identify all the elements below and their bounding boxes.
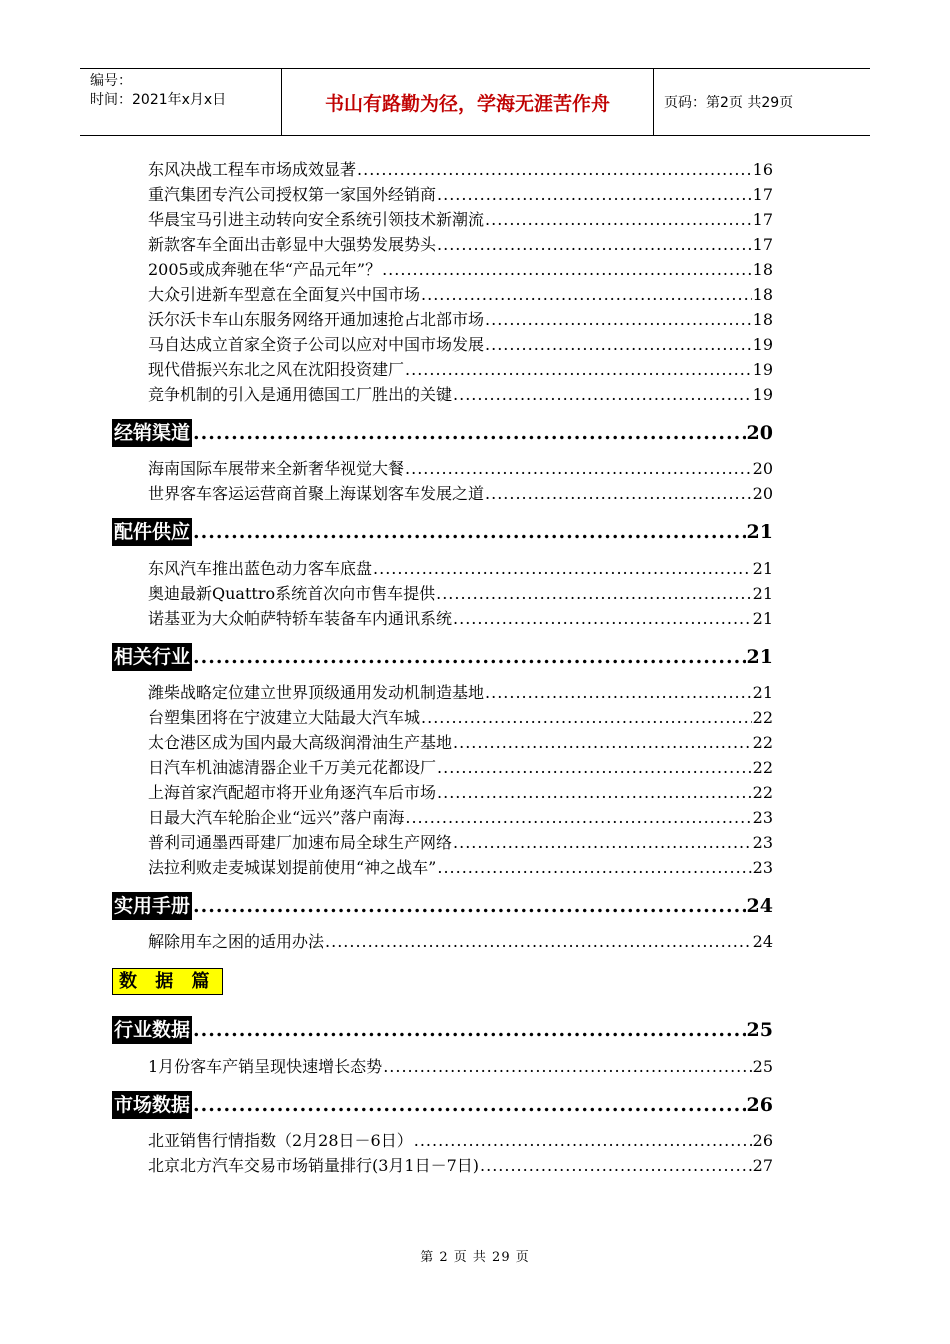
section-page: 25 [746, 1019, 773, 1041]
dot-leader [405, 358, 752, 382]
toc-entry[interactable] [148, 856, 773, 880]
toc-entry-page: 22 [752, 758, 773, 777]
toc-entry-page: 21 [752, 559, 773, 578]
toc-entry[interactable] [148, 781, 773, 805]
toc-entry-title: 重汽集团专汽公司授权第一家国外经销商 [148, 185, 437, 204]
toc-entry-title: 日最大汽车轮胎企业“远兴”落户南海 [148, 808, 405, 827]
dot-leader [383, 1055, 751, 1079]
dot-leader [437, 781, 752, 805]
toc-entry-page: 19 [752, 385, 773, 404]
toc-entry-title: 2005或成奔驰在华“产品元年”？ [148, 260, 382, 279]
toc-entry[interactable] [148, 607, 773, 631]
toc-entry-title: 解除用车之困的适用办法 [148, 932, 325, 951]
part-heading-badge: 数 据 篇 [112, 968, 223, 995]
section-page: 26 [746, 1094, 773, 1116]
toc-entry[interactable] [148, 333, 773, 357]
header-page-label: 页码：第2页 共29页 [664, 95, 794, 111]
toc-entry[interactable] [148, 1154, 773, 1178]
dot-leader [437, 233, 752, 257]
toc-entry-page: 22 [752, 733, 773, 752]
header-time-label: 时间：2021年x月x日 [90, 92, 227, 108]
toc-entry-page: 22 [752, 783, 773, 802]
toc-entry-title: 上海首家汽配超市将开业角逐汽车后市场 [148, 783, 437, 802]
toc-section-heading[interactable] [112, 892, 773, 920]
toc-entry-page: 18 [752, 260, 773, 279]
toc-entry-title: 马自达成立首家全资子公司以应对中国市场发展 [148, 335, 485, 354]
dot-leader [382, 258, 752, 282]
toc-entry-page: 24 [752, 932, 773, 951]
dot-leader [437, 183, 752, 207]
toc-entry-title: 华晨宝马引进主动转向安全系统引领技术新潮流 [148, 210, 485, 229]
toc-entry-page: 23 [752, 808, 773, 827]
toc-entry[interactable] [148, 1129, 773, 1153]
section-title: 行业数据 [112, 1016, 192, 1044]
toc-entry-page: 23 [752, 858, 773, 877]
dot-leader [453, 607, 752, 631]
dot-leader [436, 582, 752, 606]
toc-entry-title: 北亚销售行情指数（2月28日－6日） [148, 1131, 413, 1150]
section-title: 实用手册 [112, 892, 192, 920]
dot-leader [485, 208, 752, 232]
toc-entry-page: 20 [752, 484, 773, 503]
dot-leader [193, 892, 746, 920]
section-title: 配件供应 [112, 518, 192, 546]
dot-leader [485, 482, 752, 506]
header-motto: 书山有路勤为径，学海无涯苦作舟 [282, 69, 654, 135]
dot-leader [421, 706, 752, 730]
toc-entry-page: 20 [752, 459, 773, 478]
toc-entry-page: 19 [752, 335, 773, 354]
header-number-label: 编号： [90, 73, 132, 89]
toc-entry[interactable] [148, 831, 773, 855]
toc-entry[interactable] [148, 183, 773, 207]
toc-entry[interactable] [148, 1055, 773, 1079]
dot-leader [453, 731, 752, 755]
toc-entry-page: 27 [752, 1156, 773, 1175]
toc-entry[interactable] [148, 930, 773, 954]
toc-entry[interactable] [148, 582, 773, 606]
toc-entry-page: 22 [752, 708, 773, 727]
toc-entry-page: 17 [752, 210, 773, 229]
toc-entry[interactable] [148, 358, 773, 382]
page-header [80, 68, 870, 136]
toc-entry-title: 北京北方汽车交易市场销量排行(3月1日－7日) [148, 1156, 480, 1175]
toc-entry[interactable] [148, 283, 773, 307]
toc-entry-title: 1月份客车产销呈现快速增长态势 [148, 1057, 383, 1076]
toc-entry-title: 奥迪最新Quattro系统首次向市售车提供 [148, 584, 436, 603]
section-page: 21 [746, 646, 773, 668]
dot-leader [405, 457, 752, 481]
toc-entry[interactable] [148, 706, 773, 730]
dot-leader [373, 557, 752, 581]
toc-entry-title: 大众引进新车型意在全面复兴中国市场 [148, 285, 421, 304]
dot-leader [193, 643, 746, 671]
page-footer: 第 2 页 共 29 页 [420, 1250, 530, 1265]
dot-leader [193, 1091, 746, 1119]
section-page: 20 [746, 422, 773, 444]
toc-entry[interactable] [148, 731, 773, 755]
toc-section-heading[interactable] [112, 1016, 773, 1044]
toc-entry-page: 21 [752, 609, 773, 628]
dot-leader [453, 831, 752, 855]
toc-entry-title: 竞争机制的引入是通用德国工厂胜出的关键 [148, 385, 453, 404]
toc-entry-title: 世界客车客运运营商首聚上海谋划客车发展之道 [148, 484, 485, 503]
toc-entry-page: 21 [752, 683, 773, 702]
toc-entry-page: 19 [752, 360, 773, 379]
toc-entry[interactable] [148, 233, 773, 257]
dot-leader [414, 1129, 752, 1153]
toc-entry-page: 17 [752, 235, 773, 254]
toc-entry-title: 普利司通墨西哥建厂加速布局全球生产网络 [148, 833, 453, 852]
toc-entry[interactable] [148, 383, 773, 407]
toc-entry-title: 现代借振兴东北之风在沈阳投资建厂 [148, 360, 405, 379]
toc-section-heading[interactable] [112, 518, 773, 546]
toc-entry-title: 东风汽车推出蓝色动力客车底盘 [148, 559, 373, 578]
section-title: 市场数据 [112, 1091, 192, 1119]
dot-leader [405, 806, 751, 830]
dot-leader [193, 1016, 746, 1044]
toc-entry[interactable] [148, 557, 773, 581]
toc-entry-title: 诺基亚为大众帕萨特轿车装备车内通讯系统 [148, 609, 453, 628]
toc-entry-title: 日汽车机油滤清器企业千万美元花都设厂 [148, 758, 437, 777]
toc-entry-page: 17 [752, 185, 773, 204]
toc-entry-title: 法拉利败走麦城谋划提前使用“神之战车” [148, 858, 437, 877]
section-title: 相关行业 [112, 643, 192, 671]
toc-entry[interactable] [148, 158, 773, 182]
toc-entry-page: 26 [752, 1131, 773, 1150]
toc-entry-title: 台塑集团将在宁波建立大陆最大汽车城 [148, 708, 421, 727]
toc-entry[interactable] [148, 457, 773, 481]
toc-entry-title: 沃尔沃卡车山东服务网络开通加速抢占北部市场 [148, 310, 485, 329]
toc-entry-title: 东风决战工程车市场成效显著 [148, 160, 357, 179]
section-page: 21 [746, 521, 773, 543]
toc-entry-page: 18 [752, 285, 773, 304]
toc-entry-title: 太仓港区成为国内最大高级润滑油生产基地 [148, 733, 453, 752]
toc-entry-title: 潍柴战略定位建立世界顶级通用发动机制造基地 [148, 683, 485, 702]
dot-leader [193, 419, 746, 447]
toc-section-heading[interactable] [112, 643, 773, 671]
header-meta [80, 69, 282, 135]
toc-entry-page: 21 [752, 584, 773, 603]
dot-leader [325, 930, 752, 954]
section-page: 24 [746, 895, 773, 917]
dot-leader [485, 308, 752, 332]
dot-leader [485, 681, 752, 705]
dot-leader [485, 333, 752, 357]
toc-entry[interactable] [148, 208, 773, 232]
dot-leader [480, 1154, 752, 1178]
dot-leader [437, 856, 751, 880]
dot-leader [437, 756, 752, 780]
toc-entry-page: 18 [752, 310, 773, 329]
toc-entry-page: 25 [752, 1057, 773, 1076]
toc-entry-title: 新款客车全面出击彰显中大强势发展势头 [148, 235, 437, 254]
toc-entry[interactable] [148, 756, 773, 780]
toc-entry[interactable] [148, 308, 773, 332]
dot-leader [357, 158, 752, 182]
toc-entry[interactable] [148, 681, 773, 705]
toc-entry[interactable] [148, 258, 773, 282]
dot-leader [453, 383, 752, 407]
toc-entry[interactable] [148, 482, 773, 506]
toc-entry-title: 海南国际车展带来全新奢华视觉大餐 [148, 459, 405, 478]
toc-section-heading[interactable] [112, 419, 773, 447]
toc-entry-page: 16 [752, 160, 773, 179]
dot-leader [421, 283, 752, 307]
toc-entry[interactable] [148, 806, 773, 830]
dot-leader [193, 518, 746, 546]
toc-entry-page: 23 [752, 833, 773, 852]
section-title: 经销渠道 [112, 419, 192, 447]
toc-section-heading[interactable] [112, 1091, 773, 1119]
